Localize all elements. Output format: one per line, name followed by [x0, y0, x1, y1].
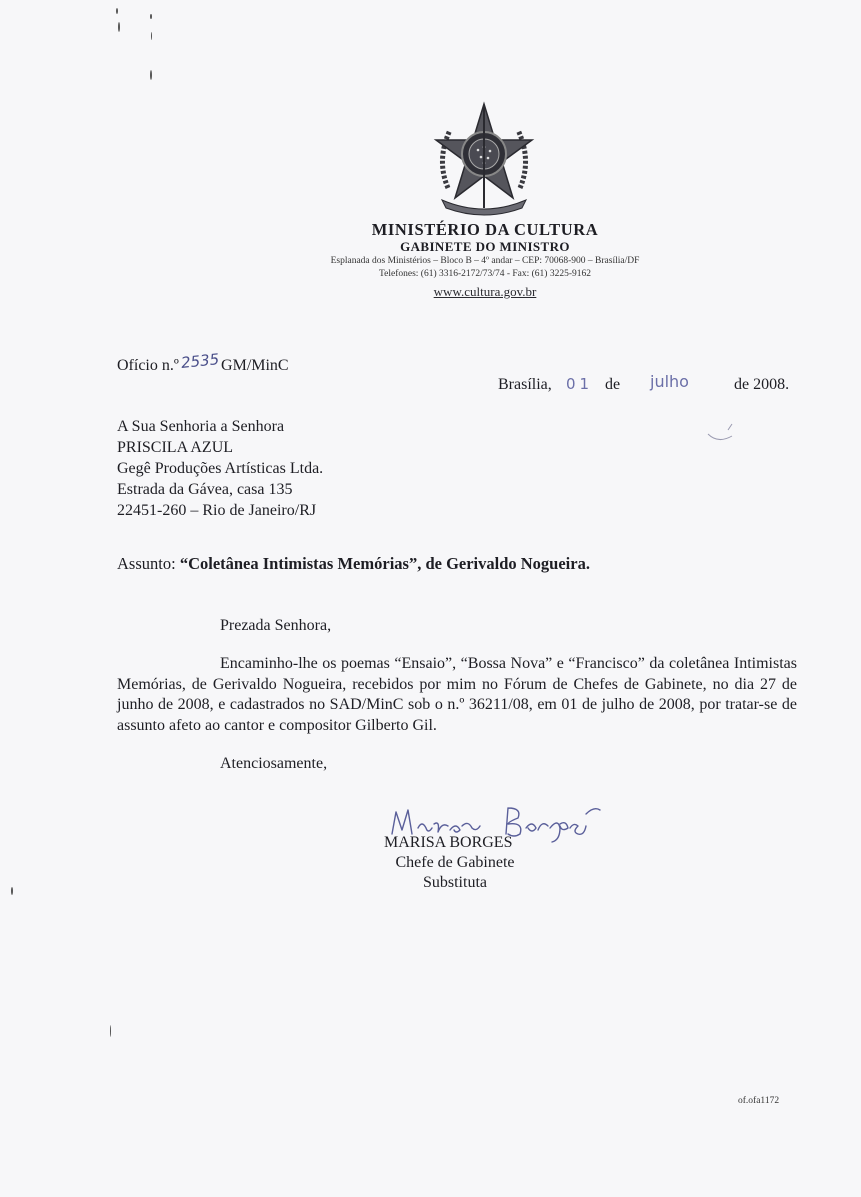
scan-speck [110, 1025, 111, 1037]
date-de: de [605, 376, 621, 393]
reference-number-handwritten: 2535 [180, 350, 220, 372]
scan-speck [151, 32, 152, 40]
signer-title: Chefe de Gabinete [395, 854, 515, 871]
recipient-line: A Sua Senhoria a Senhora [117, 418, 285, 435]
reference-prefix: Ofício n.º [117, 357, 179, 374]
recipient-street: Estrada da Gávea, casa 135 [117, 481, 293, 498]
signer-block [370, 833, 540, 893]
date-month-handwritten: julho [650, 372, 689, 391]
recipient-city: 22451-260 – Rio de Janeiro/RJ [117, 502, 317, 519]
recipient-name: PRISCILA AZUL [117, 439, 234, 456]
date-year: de 2008. [734, 376, 790, 393]
scan-speck [118, 22, 120, 32]
brazil-coat-of-arms-icon [428, 100, 540, 218]
body-paragraph: Encaminho-lhe os poemas “Ensaio”, “Bossa Nova” e “Francisco” da coletânea Intimistas Memórias, de Gerivaldo Nogueira, recebidos por mim no Fórum de Chefes de Gabinete, no dia 27 de junho de 2008, e cadastrados no SAD/MinC sob o n.º 36211/08, em 01 de julho de 2008, por tratar-se de assunto afeto ao cantor e compositor Gilberto Gil. [117, 655, 797, 734]
recipient-block [117, 416, 323, 521]
subject-label: Assunto: [117, 554, 176, 573]
office-name: GABINETE DO MINISTRO [400, 239, 570, 254]
date-city: Brasília, [498, 376, 552, 393]
letterhead-url[interactable]: www.cultura.gov.br [433, 284, 537, 299]
subject-text: “Coletânea Intimistas Memórias”, de Gerivaldo Nogueira. [179, 554, 590, 573]
signer-subtitle: Substituta [422, 874, 487, 891]
scan-speck [11, 887, 13, 895]
ministry-name: MINISTÉRIO DA CULTURA [371, 220, 599, 239]
signer-name: MARISA BORGES [384, 834, 513, 851]
closing: Atenciosamente, [220, 755, 328, 772]
date-day-handwritten: 01 [566, 375, 594, 393]
document-code: of.ofa1172 [738, 1096, 780, 1106]
salutation: Prezada Senhora, [220, 617, 332, 634]
recipient-company: Gegê Produções Artísticas Ltda. [117, 460, 324, 477]
letterhead-phones: Telefones: (61) 3316-2172/73/74 - Fax: (61) 3225-9162 [379, 269, 591, 279]
scan-speck [150, 14, 152, 19]
reference-suffix: GM/MinC [221, 357, 289, 374]
pen-mark [704, 420, 738, 442]
reference-line [117, 350, 289, 375]
scan-speck [150, 70, 152, 80]
letterhead-address: Esplanada dos Ministérios – Bloco B – 4º andar – CEP: 70068-900 – Brasília/DF [330, 256, 640, 266]
scan-speck [116, 8, 118, 14]
subject-line [117, 554, 590, 574]
